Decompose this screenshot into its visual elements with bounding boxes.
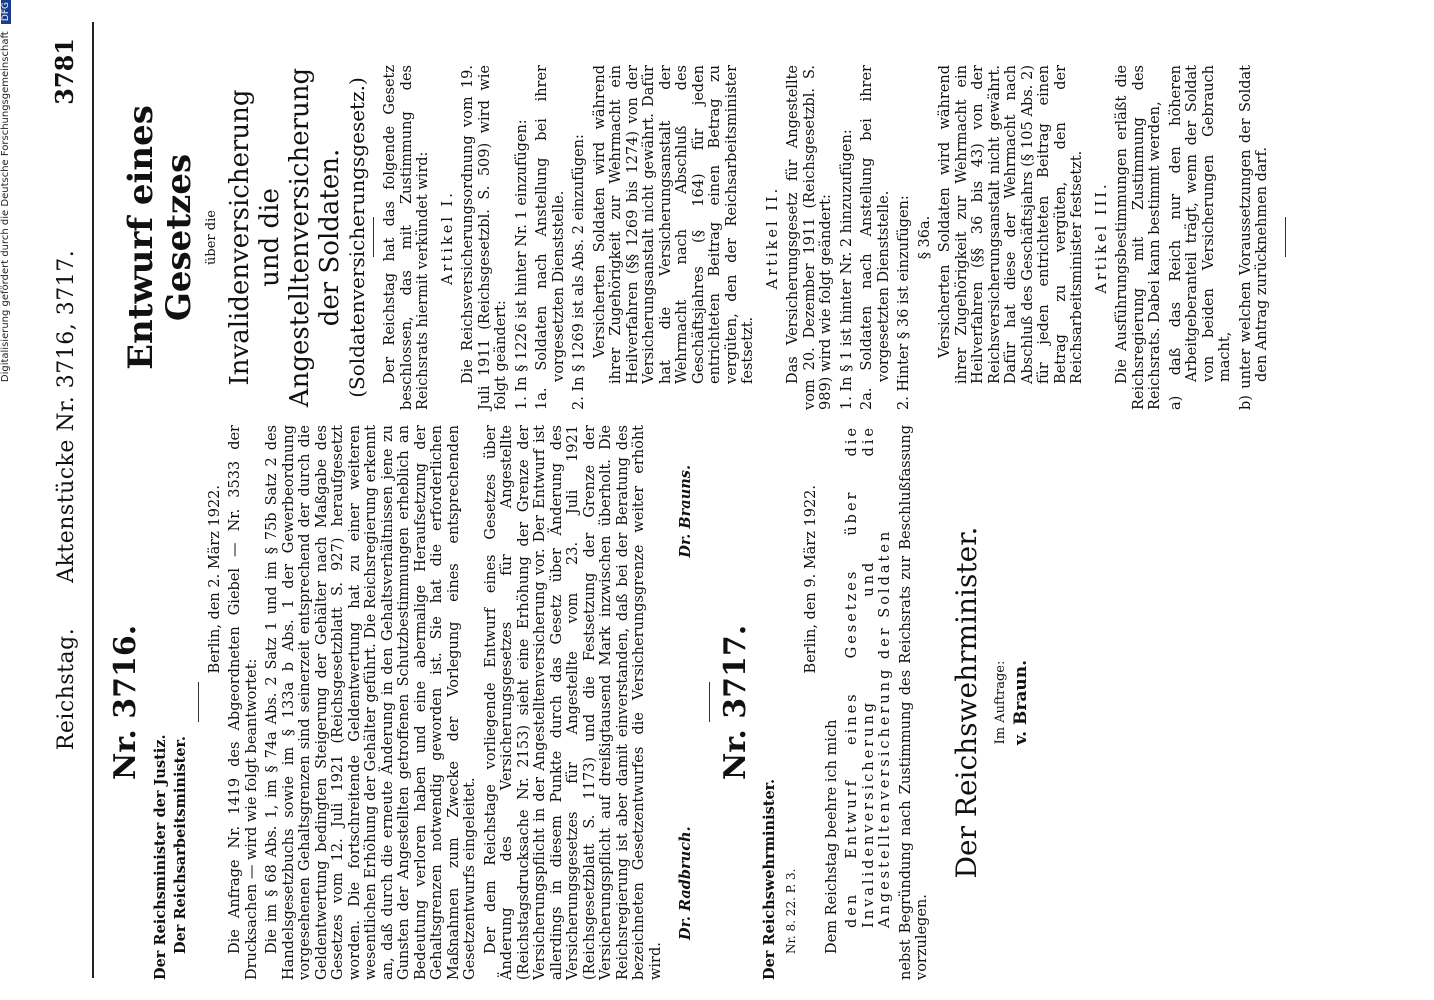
- draft-paren: (Soldatenversicherungsgesetz.): [344, 77, 369, 398]
- doc2-signer: v. Braun.: [1011, 660, 1031, 745]
- art2-heading: Artikel II.: [764, 185, 781, 290]
- doc1-para2: Die im § 68 Abs. 1, im § 74a Abs. 2 Satz 1 und im § 75b Satz 2 des Handelsgesetzbuchs sowie im § 133a b Abs. 1 der Gewerbeordnung vorgesehenen Gehaltsgrenzen sind seinerzeit entsprechend der durch die Geldentwertung bedingten Steigerung der Gehälter nach Maßgabe des Gesetzes vom 12. Juli 1921 (Reichsgesetzblatt S. 927) heraufgesetzt worden. Die fortschreitende Geldentwertung hat zu einer weiteren wesentlichen Erhöhung der Gehälter geführt. Die Reichsregierung erkennt an, daß durch die erneute Änderung in den Gehaltsverhältnissen jene zu Gunsten der Angestellten getroffenen Schutzbestimmungen erheblich an Bedeutung verloren haben und eine abermalige Heraufsetzung der Gehaltsgrenzen notwendig geworden ist. Sie hat die erforderlichen Maßnahmen zum Zwecke der Vorlegung eines entsprechenden Gesetzentwurfs eingeleitet.: [264, 425, 478, 980]
- doc1-number: Nr. 3716.: [108, 624, 143, 781]
- art1-item1: 1. In § 1226 ist hinter Nr. 1 einzufügen:: [513, 119, 530, 410]
- draft-intro: Der Reichstag hat das folgende Gesetz beschlossen, das mit Zustimmung des Reichsrats hiermit verkündet wird:: [382, 65, 431, 410]
- para-36a: § 36a.: [916, 215, 933, 260]
- art1-item2: 2. In § 1269 ist als Abs. 2 einzufügen:: [571, 134, 587, 410]
- doc1-from2: Der Reichsarbeitsminister.: [172, 736, 189, 954]
- art3-heading: Artikel III.: [1093, 181, 1110, 294]
- doc2-line1: Dem Reichstag beehre ich mich: [823, 719, 840, 954]
- header-left: Reichstag.: [54, 627, 79, 751]
- digitization-note: [0, 0, 16, 999]
- page-header: [54, 0, 79, 1000]
- doc2-auftrag: Im Auftrage:: [992, 660, 1008, 745]
- doc2-minister: Der Reichswehrminister.: [949, 526, 983, 879]
- divider: [373, 218, 374, 258]
- doc2-from1: Der Reichswehrminister.: [761, 778, 778, 980]
- doc1-para3: Der dem Reichstage vorliegende Entwurf eines Gesetzes über Änderung des Versicherungsgesetzes für Angestellte (Reichstagsdrucksache Nr. 2153) sieht eine Erhöhung der Grenze der Versicherungspflicht in der Angestelltenversicherung vor. Der Entwurf ist allerdings in diesem Punkte durch das Gesetz über Änderung des Versicherungsgesetzes für Angestellte vom 23. Juli 1921 (Reichsgesetzblatt S. 1173) und die Festsetzung der Grenze der Versicherungspflicht auf dreißigtausend Mark inzwischen überholt. Die Reichsregierung ist aber damit einverstanden, daß bei der Beratung des bezeichneten Gesetzentwurfes die Versicherungsgrenze weiter erhöht wird.: [482, 425, 664, 980]
- art3-item-a: a) daß das Reich nur den höheren Arbeitgeberanteil trägt, wenn der Soldat von beiden Versicherungen Gebrauch macht,: [1167, 65, 1233, 410]
- art2-36a-text: Versicherten Soldaten wird während ihrer Zugehörigkeit zur Wehrmacht ein Heilverfahren (§§ 36 bis 43) von der Reichsversicherungsanstalt nicht gewährt. Dafür hat diese der Wehrmacht nach Abschluß des Geschäftsjahrs (§ 105 Abs. 2) für jeden entrichteten Beitrag einen Betrag zu vergüten, den der Reichsarbeitsminister festsetzt.: [937, 65, 1085, 384]
- divider: [198, 683, 199, 723]
- digitization-text: Digitalisierung gefördert durch die Deutsche Forschungsgemeinschaft: [0, 31, 11, 383]
- doc2-line2: den Entwurf eines Gesetzes über die Invalidenversicherung und die Angestelltenversicherung der Soldaten: [844, 425, 893, 928]
- art2-item2: 2. Hinter § 36 ist einzufügen:: [896, 195, 912, 410]
- doc1-para1: Die Anfrage Nr. 1419 des Abgeordneten Giebel — Nr. 3533 der Drucksachen — wird wie folgt beantwortet:: [227, 425, 260, 980]
- art3-item-b: b) unter welchen Voraussetzungen der Soldat den Antrag zurücknehmen darf.: [1237, 65, 1270, 410]
- art1-text: Die Reichsversicherungsordnung vom 19. Juli 1911 (Reichsgesetzbl. S. 509) wird wie folgt geändert:: [460, 65, 509, 410]
- art3-text: Die Ausführungsbestimmungen erläßt die Reichsregierung mit Zustimmung des Reichsrats. Dabei kann bestimmt werden,: [1114, 65, 1163, 410]
- art1-heading: Artikel I.: [439, 190, 456, 285]
- doc2-line3: nebst Begründung nach Zustimmung des Reichsrats zur Beschlußfassung vorzulegen.: [897, 425, 930, 980]
- draft-ueber: über die: [204, 210, 219, 265]
- art1-item1a: 1a. Soldaten nach Anstellung bei ihrer vorgesetzten Dienststelle.: [534, 65, 567, 410]
- right-column: [100, 65, 1294, 410]
- dfg-logo: DFG: [1, 0, 11, 24]
- header-center: Aktenstücke Nr. 3716, 3717.: [54, 249, 79, 583]
- doc2-date: Berlin, den 9. März 1922.: [803, 485, 819, 674]
- doc1-date: Berlin, den 2. März 1922.: [206, 485, 223, 674]
- art2-item1: 1. In § 1 ist hinter Nr. 2 hinzuzufügen:: [838, 129, 855, 410]
- art2-item2a: 2a. Soldaten nach Anstellung bei ihrer vorgesetzten Dienststelle.: [859, 65, 892, 410]
- divider: [1285, 218, 1286, 258]
- draft-title: Entwurf eines Gesetzes: [121, 105, 199, 370]
- header-rule: [92, 22, 94, 978]
- left-column: [100, 425, 1034, 980]
- doc2-ref: Nr. 8. 22. P. 3.: [783, 868, 798, 954]
- doc1-sig-right: Dr. Brauns.: [677, 465, 694, 558]
- draft-subtitle: Invalidenversicherung und die Angestelltenversicherung der Soldaten.: [224, 67, 345, 408]
- art2-text: Das Versicherungsgesetz für Angestellte vom 20. Dezember 1911 (Reichsgesetzbl. S. 989) wird wie folgt geändert:: [785, 65, 834, 410]
- divider: [709, 683, 710, 723]
- page-number: 3781: [50, 38, 79, 105]
- doc1-from1: Der Reichsminister der Justiz.: [151, 734, 169, 980]
- art1-item2-text: Versicherten Soldaten wird während ihrer Zugehörigkeit zur Wehrmacht ein Heilverfahren (§§ 1269 bis 1274) von der Versicherungsanstalt nicht gewährt. Dafür hat die Versicherungsanstalt der Wehrmacht nach Abschluß des Geschäftsjahres (§ 164) für jeden entrichteten Beitrag einen Betrag zu vergüten, den der Reichsarbeitsminister festsetzt.: [591, 65, 756, 384]
- doc1-sig-left: Dr. Radbruch.: [677, 826, 694, 940]
- doc2-number: Nr. 3717.: [717, 624, 753, 781]
- doc1-signatures: [678, 465, 695, 940]
